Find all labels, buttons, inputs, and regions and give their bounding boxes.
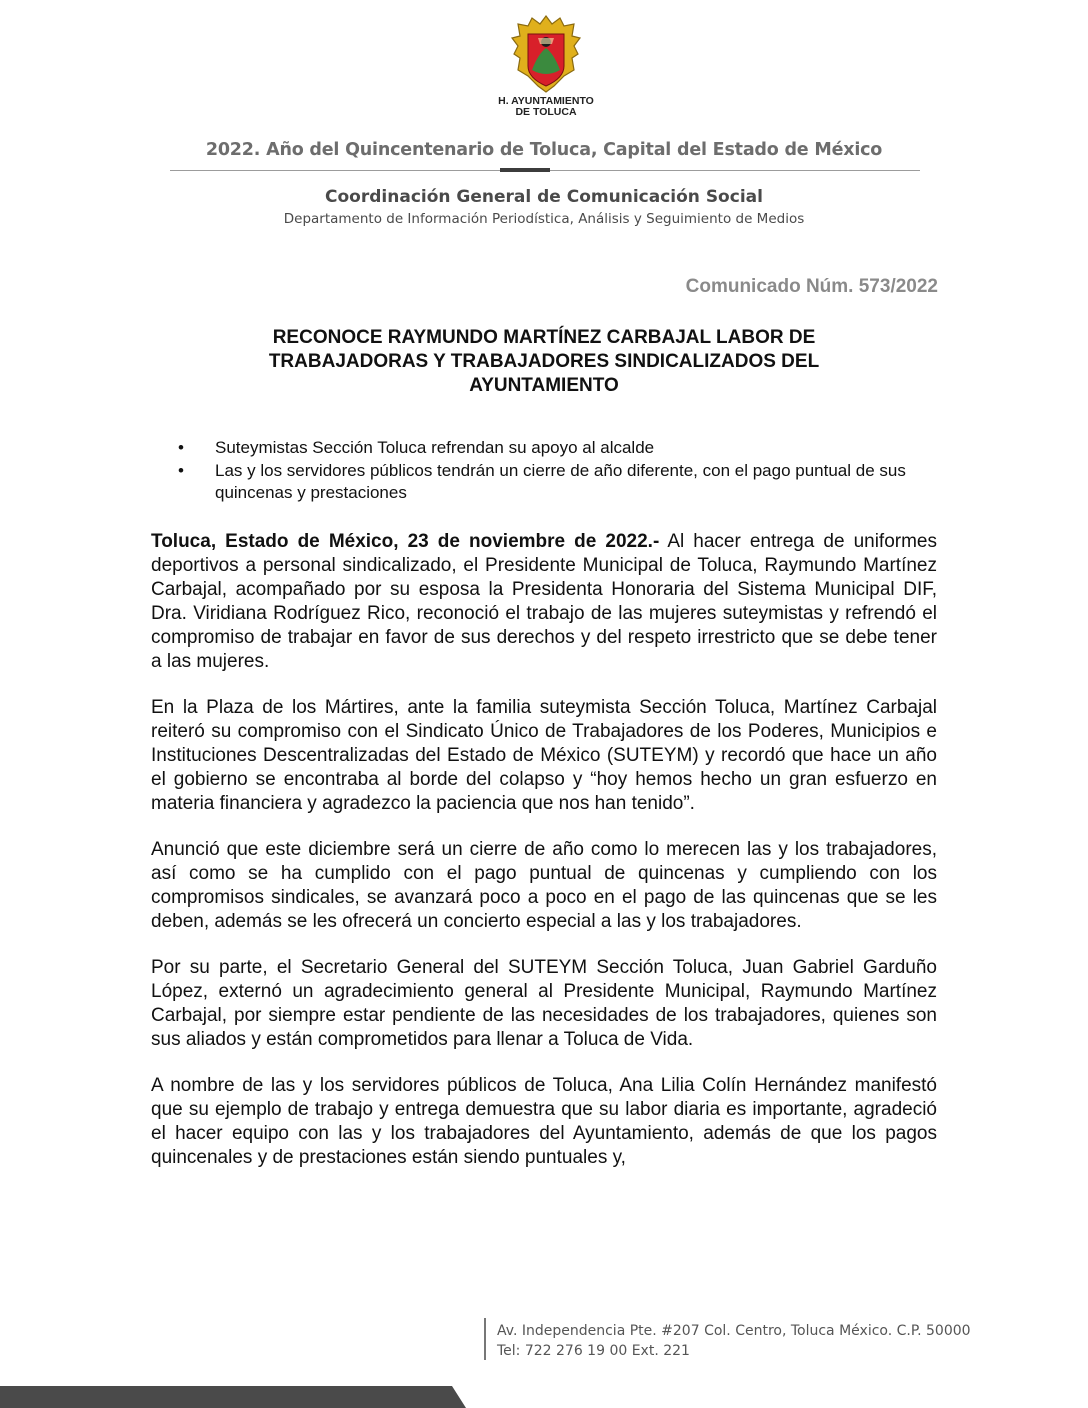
footer-band [0,1386,1088,1408]
bullet-text: Suteymistas Sección Toluca refrendan su apoyo al alcalde [215,438,655,457]
department-subtitle: Departamento de Información Periodística, Análisis y Seguimiento de Medios [283,211,805,227]
logo-text-line2: DE TOLUCA [515,106,577,118]
dateline: Toluca, Estado de México, 23 de noviembre de 2022.- [151,531,660,552]
logo-text-line1: H. AYUNTAMIENTO [498,95,594,107]
footer-address: Av. Independencia Pte. #207 Col. Centro, Toluca México. C.P. 50000 [497,1323,971,1339]
body-paragraph: Anunció que este diciembre será un cierre de año como lo merecen las y los trabajadores, así como se ha cumplido con el pago puntual de quincenas y cumpliendo con los compromisos sindicales, se avanzará poco a poco en el pago de las quincenas que se les deben, además se les ofrecerá un concierto especial a las y los trabajadores. [151,839,937,932]
year-banner: 2022. Año del Quincentenario de Toluca, Capital del Estado de México [205,140,883,160]
bullet-item [178,437,918,459]
release-body [151,530,937,1192]
body-paragraph: Por su parte, el Secretario General del SUTEYM Sección Toluca, Juan Gabriel Garduño López, externó un agradecimiento general al Presidente Municipal, Raymundo Martínez Carbajal, por siempre estar pendiente de las necesidades de los trabajadores, quienes son sus aliados y están comprometidos para llenar a Toluca de Vida. [151,957,937,1050]
bullet-icon: • [178,461,184,480]
header-divider-accent [500,168,550,172]
summary-bullets [178,437,918,505]
body-paragraph [151,530,937,674]
footer-phone: Tel: 722 276 19 00 Ext. 221 [497,1343,690,1359]
bullet-item [178,460,918,504]
bullet-text: Las y los servidores públicos tendrán un cierre de año diferente, con el pago puntual de sus quincenas y prestaciones [215,461,906,502]
coordination-title: Coordinación General de Comunicación Social [325,187,763,207]
body-paragraph: En la Plaza de los Mártires, ante la familia suteymista Sección Toluca, Martínez Carbajal reiteró su compromiso con el Sindicato Único de Trabajadores de los Poderes, Municipios e Instituciones Descentralizadas del Estado de México (SUTEYM) y recordó que hace un año el gobierno se encontraba al borde del colapso y “hoy hemos hecho un gran esfuerzo en materia financiera y agradezco la paciencia que nos han tenido”. [151,697,937,814]
footer-divider [484,1318,486,1360]
toluca-coat-of-arms-logo [488,14,604,122]
bullet-icon: • [178,438,184,457]
release-headline: RECONOCE RAYMUNDO MARTÍNEZ CARBAJAL LABOR DE TRABAJADORAS Y TRABAJADORES SINDICALIZADOS DEL AYUNTAMIENTO [268,327,820,396]
shield-icon [508,14,584,94]
footer-contact [497,1321,971,1361]
paragraph-text: Al hacer entrega de uniformes deportivos a personal sindicalizado, el Presidente Municipal de Toluca, Raymundo Martínez Carbajal, acompañado por su esposa la Presidenta Honoraria del Sistema Municipal DIF, Dra. Viridiana Rodríguez Rico, reconoció el trabajo de las mujeres suteymistas y refrendó el compromiso de trabajar en favor de sus derechos y del respeto irrestricto que se debe tener a las mujeres. [151,531,938,672]
body-paragraph: A nombre de las y los servidores públicos de Toluca, Ana Lilia Colín Hernández manifestó que su ejemplo de trabajo y entrega demuestra que su labor diaria es importante, agradeció el hacer equipo con las y los trabajadores del Ayuntamiento, además de que los pagos quincenales y de prestaciones están siendo puntuales y, [151,1075,937,1168]
release-number: Comunicado Núm. 573/2022 [685,276,938,297]
